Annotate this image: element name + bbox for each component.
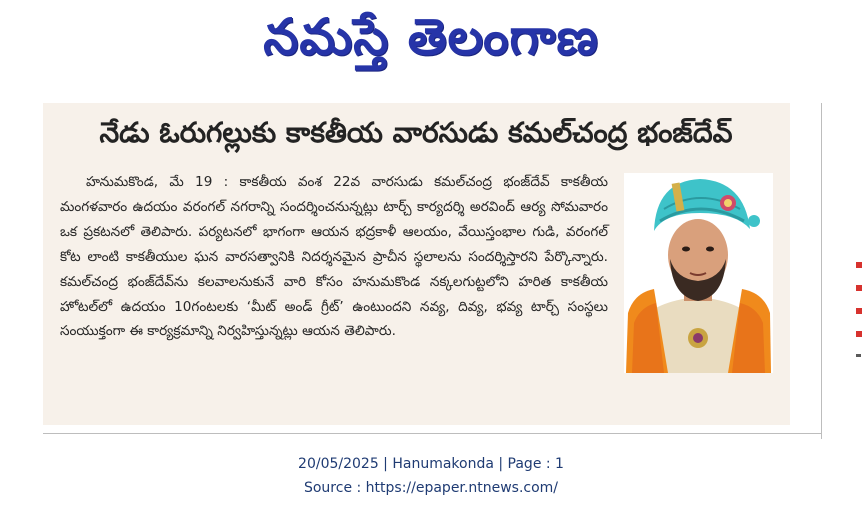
- portrait-illustration: [624, 173, 773, 373]
- footer-date-page: 20/05/2025 | Hanumakonda | Page : 1: [298, 456, 564, 472]
- masthead-logo: [0, 0, 862, 86]
- footer-source: Source : https://epaper.ntnews.com/: [303, 480, 559, 496]
- article-body: హనుమకొండ, మే 19 : కాకతీయ వంశ 22వ వారసుడు కమల్‌చంద్ర భంజ్‌దేవ్ కాకతీయ మంగళవారం ఉదయం వరంగల్ నగరాన్ని సందర్శించనున్నట్లు టార్చ్ కార్యదర్శి అరవింద్ ఆర్య సోమవారం ఒక ప్రకటనలో తెలిపారు. పర్యటనలో భాగంగా ఆయన భద్రకాళీ ఆలయం, వేయిస్తంభాల గుడి, వరంగల్ కోట లాంటి కాకతీయుల ఘన వారసత్వానికి నిదర్శనమైన ప్రాచీన స్థలాలను సందర్శిస్తారని పేర్కొన్నారు. కమల్‌చంద్ర భంజ్‌దేవ్‌ను కలవాలనుకునే వారి కోసం హనుమకొండ నక్కలగుట్టలోని హరిత కాకతీయ హోటల్‌లో ఉదయం 10గంటలకు ‘మీట్ అండ్ గ్రీట్’ ఉంటుందని నవ్య, దివ్య, భవ్య టార్చ్ సంస్థలు సంయుక్తంగా ఈ కార్యక్రమాన్ని నిర్వహిస్తున్నట్లు ఆయన తెలిపారు.: [60, 174, 608, 340]
- clip-bottom-border: [43, 433, 821, 434]
- adjacent-column-marks: [856, 262, 862, 374]
- source-footer: [0, 452, 862, 500]
- masthead-title: నమస్తే తెలంగాణ: [263, 7, 599, 66]
- article-headline: నేడు ఓరుగల్లుకు కాకతీయ వారసుడు కమల్‌చంద్ర భంజ్‌దేవ్: [99, 116, 733, 149]
- portrait-photo: [624, 173, 773, 373]
- clip-right-border: [821, 103, 822, 439]
